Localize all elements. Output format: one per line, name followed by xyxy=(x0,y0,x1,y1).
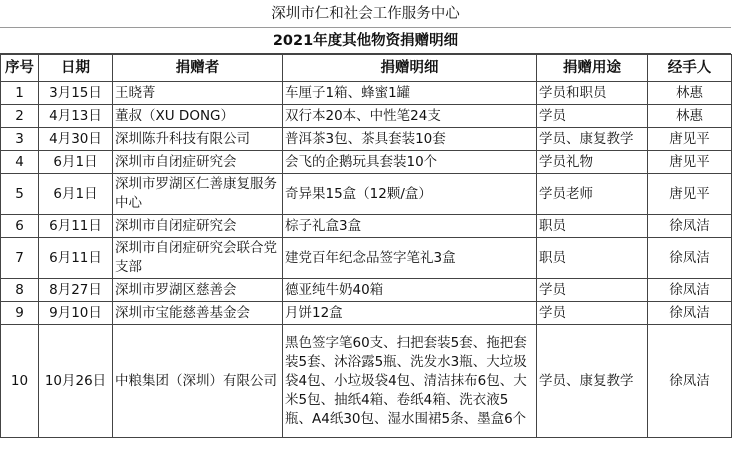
cell-date: 9月10日 xyxy=(39,302,113,325)
cell-handler: 唐见平 xyxy=(648,151,732,174)
cell-no: 5 xyxy=(1,174,39,215)
cell-usage: 学员和职员 xyxy=(537,82,648,105)
table-row xyxy=(1,302,732,325)
cell-no: 2 xyxy=(1,105,39,128)
cell-date: 10月26日 xyxy=(39,325,113,438)
cell-handler: 徐凤洁 xyxy=(648,238,732,279)
header-no: 序号 xyxy=(1,55,39,82)
table-row xyxy=(1,128,732,151)
cell-details: 棕子礼盒3盒 xyxy=(283,215,537,238)
cell-usage: 学员 xyxy=(537,105,648,128)
cell-date: 4月30日 xyxy=(39,128,113,151)
cell-donor: 深圳市罗湖区仁善康复服务中心 xyxy=(113,174,283,215)
sheet-title: 2021年度其他物资捐赠明细 xyxy=(0,28,731,54)
cell-details: 建党百年纪念品签字笔礼3盒 xyxy=(283,238,537,279)
cell-usage: 学员 xyxy=(537,279,648,302)
table-row xyxy=(1,238,732,279)
cell-details: 月饼12盒 xyxy=(283,302,537,325)
table-row xyxy=(1,82,732,105)
table-row xyxy=(1,151,732,174)
cell-no: 1 xyxy=(1,82,39,105)
header-details: 捐赠明细 xyxy=(283,55,537,82)
table-row xyxy=(1,105,732,128)
cell-details: 奇异果15盒（12颗/盒） xyxy=(283,174,537,215)
cell-usage: 职员 xyxy=(537,238,648,279)
table-row xyxy=(1,325,732,438)
cell-details: 会飞的企鹅玩具套装10个 xyxy=(283,151,537,174)
cell-handler: 徐凤洁 xyxy=(648,325,732,438)
cell-donor: 董叔（XU DONG） xyxy=(113,105,283,128)
cell-handler: 唐见平 xyxy=(648,128,732,151)
cell-donor: 深圳市自闭症研究会联合党支部 xyxy=(113,238,283,279)
cell-handler: 徐凤洁 xyxy=(648,215,732,238)
cell-date: 3月15日 xyxy=(39,82,113,105)
cell-donor: 深圳陈升科技有限公司 xyxy=(113,128,283,151)
cell-handler: 林惠 xyxy=(648,105,732,128)
cell-donor: 王晓菁 xyxy=(113,82,283,105)
cell-no: 4 xyxy=(1,151,39,174)
cell-usage: 学员老师 xyxy=(537,174,648,215)
table-row xyxy=(1,215,732,238)
cell-donor: 深圳市自闭症研究会 xyxy=(113,215,283,238)
cell-no: 8 xyxy=(1,279,39,302)
cell-date: 4月13日 xyxy=(39,105,113,128)
cell-date: 8月27日 xyxy=(39,279,113,302)
cell-usage: 学员礼物 xyxy=(537,151,648,174)
cell-date: 6月11日 xyxy=(39,238,113,279)
cell-details: 双行本20本、中性笔24支 xyxy=(283,105,537,128)
cell-handler: 徐凤洁 xyxy=(648,279,732,302)
organization-name: 深圳市仁和社会工作服务中心 xyxy=(0,0,731,28)
cell-no: 3 xyxy=(1,128,39,151)
cell-date: 6月1日 xyxy=(39,151,113,174)
table-row xyxy=(1,279,732,302)
cell-donor: 中粮集团（深圳）有限公司 xyxy=(113,325,283,438)
cell-no: 6 xyxy=(1,215,39,238)
donation-table xyxy=(0,54,732,438)
header-usage: 捐赠用途 xyxy=(537,55,648,82)
table-row xyxy=(1,174,732,215)
cell-usage: 职员 xyxy=(537,215,648,238)
cell-details: 德亚纯牛奶40箱 xyxy=(283,279,537,302)
cell-details: 黑色签字笔60支、扫把套装5套、拖把套装5套、沐浴露5瓶、洗发水3瓶、大垃圾袋4包、小垃圾袋4包、清洁抹布6包、大米5包、抽纸4箱、卷纸4箱、洗衣液5瓶、A4纸30包、湿水围裙5条、墨盒6个 xyxy=(283,325,537,438)
cell-usage: 学员、康复教学 xyxy=(537,325,648,438)
cell-no: 10 xyxy=(1,325,39,438)
cell-details: 车厘子1箱、蜂蜜1罐 xyxy=(283,82,537,105)
cell-donor: 深圳市罗湖区慈善会 xyxy=(113,279,283,302)
cell-usage: 学员 xyxy=(537,302,648,325)
header-row xyxy=(1,55,732,82)
cell-no: 7 xyxy=(1,238,39,279)
cell-date: 6月11日 xyxy=(39,215,113,238)
cell-donor: 深圳市宝能慈善基金会 xyxy=(113,302,283,325)
cell-donor: 深圳市自闭症研究会 xyxy=(113,151,283,174)
header-handler: 经手人 xyxy=(648,55,732,82)
cell-details: 普洱茶3包、茶具套装10套 xyxy=(283,128,537,151)
header-donor: 捐赠者 xyxy=(113,55,283,82)
cell-handler: 徐凤洁 xyxy=(648,302,732,325)
header-date: 日期 xyxy=(39,55,113,82)
cell-no: 9 xyxy=(1,302,39,325)
cell-date: 6月1日 xyxy=(39,174,113,215)
cell-usage: 学员、康复教学 xyxy=(537,128,648,151)
cell-handler: 唐见平 xyxy=(648,174,732,215)
cell-handler: 林惠 xyxy=(648,82,732,105)
